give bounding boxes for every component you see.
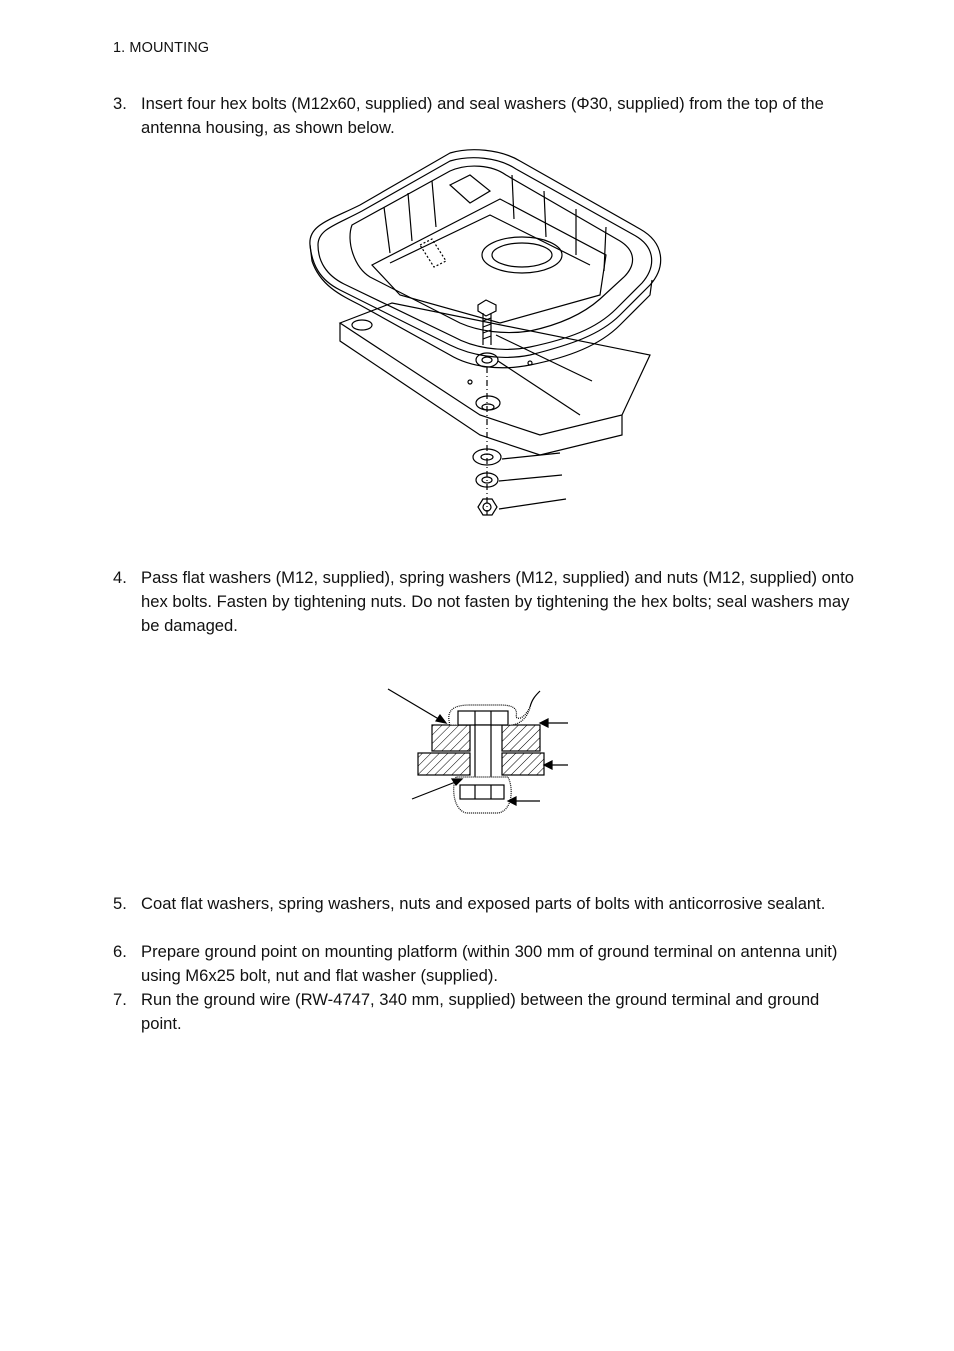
step-4 [113, 566, 858, 638]
step-text: Coat flat washers, spring washers, nuts and exposed parts of bolts with anticorrosive sealant. [141, 894, 826, 913]
step-number: 4. [113, 568, 127, 587]
step-number: 3. [113, 94, 127, 113]
step-text: Pass flat washers (M12, supplied), spring washers (M12, supplied) and nuts (M12, supplied) onto hex bolts. Fasten by tightening nuts. Do not fasten by tightening the hex bolts; seal washers may be damaged. [141, 568, 854, 635]
step-7 [113, 988, 858, 1036]
step-6 [113, 940, 858, 988]
bolt-cross-section-illustration [380, 685, 580, 820]
antenna-housing-illustration [300, 145, 680, 525]
step-text: Run the ground wire (RW-4747, 340 mm, supplied) between the ground terminal and ground point. [141, 990, 820, 1033]
step-text: Prepare ground point on mounting platform (within 300 mm of ground terminal on antenna unit) using M6x25 bolt, nut and flat washer (supplied). [141, 942, 838, 985]
step-number: 6. [113, 942, 127, 961]
step-text: Insert four hex bolts (M12x60, supplied) and seal washers (Φ30, supplied) from the top of the antenna housing, as shown below. [141, 94, 824, 137]
step-3 [113, 92, 858, 140]
step-number: 5. [113, 894, 127, 913]
step-5 [113, 892, 858, 916]
step-number: 7. [113, 990, 127, 1009]
section-header: 1. MOUNTING [113, 40, 210, 56]
